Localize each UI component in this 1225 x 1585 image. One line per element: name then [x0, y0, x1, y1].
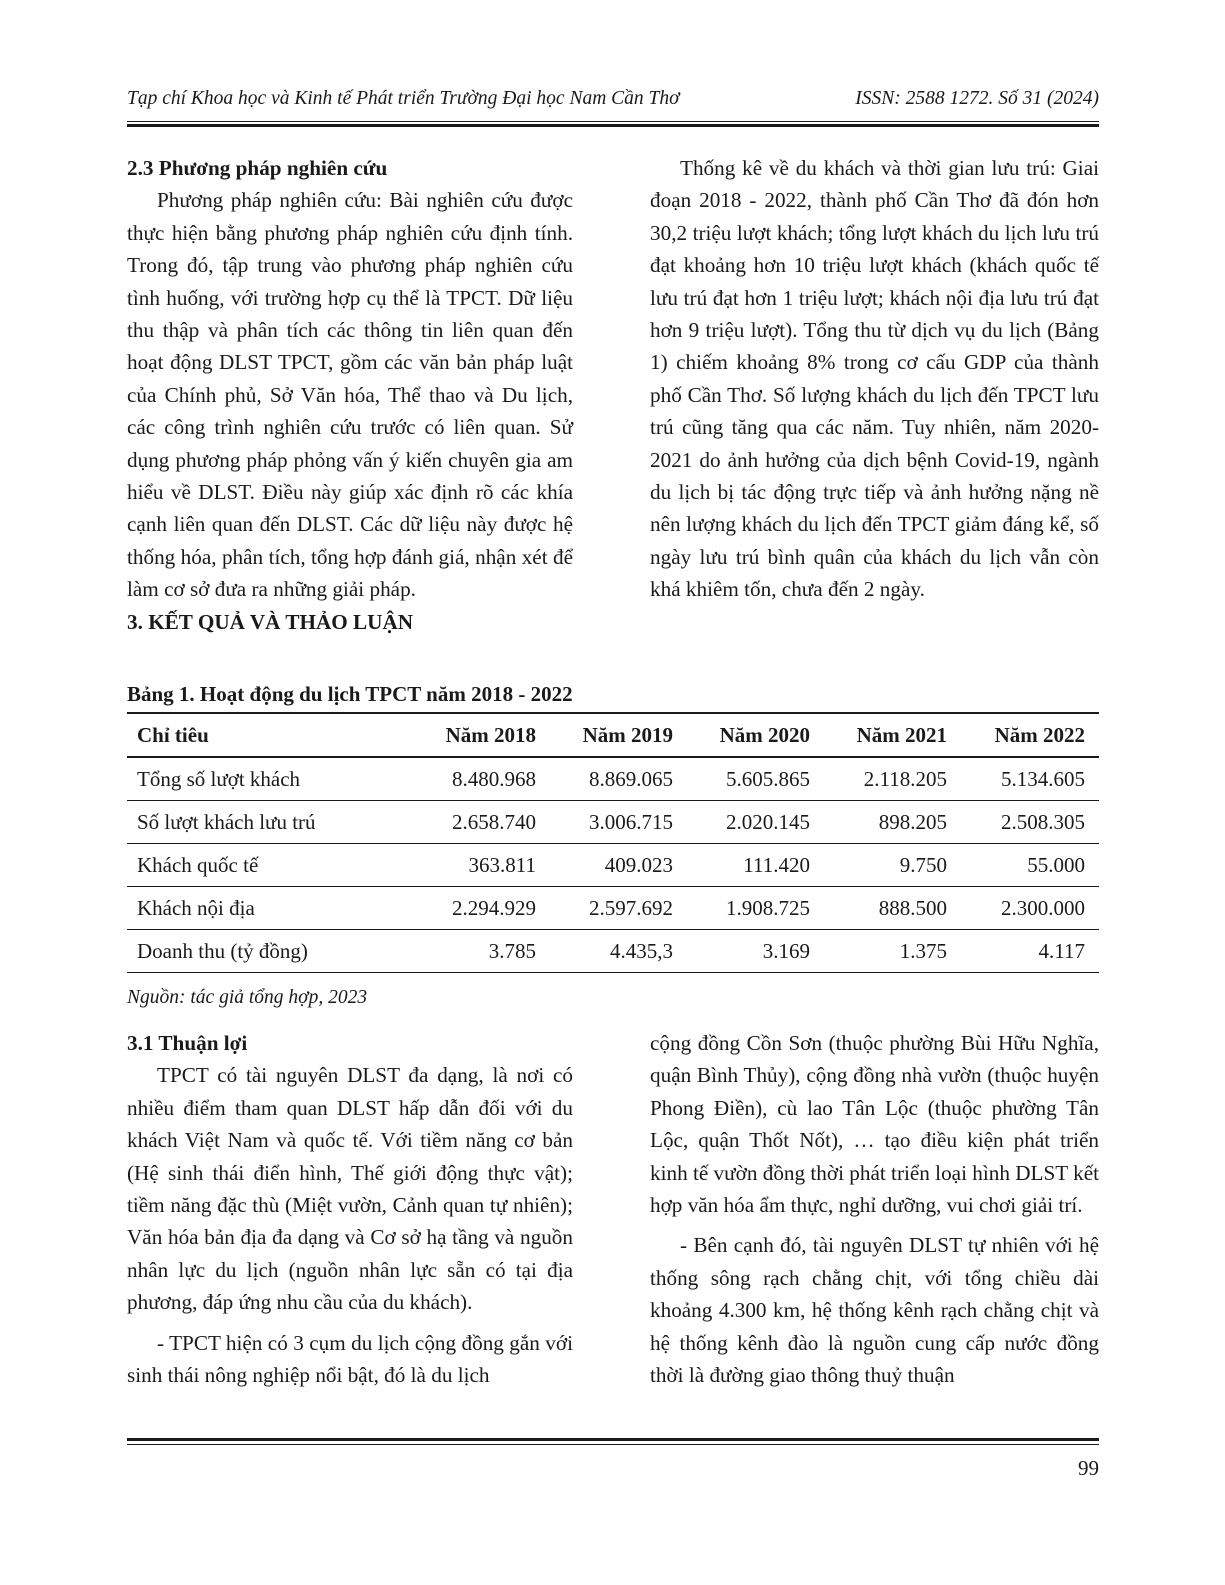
table-cell: 888.500 — [824, 887, 961, 930]
table-cell: 8.869.065 — [550, 757, 687, 801]
table-cell: 1.375 — [824, 930, 961, 973]
header-rule-thin — [127, 121, 1099, 122]
header-cell: Năm 2018 — [413, 713, 550, 757]
header-cell: Năm 2022 — [961, 713, 1099, 757]
section-heading-2-3: 2.3 Phương pháp nghiên cứu — [127, 156, 388, 180]
table-source-note: Nguồn: tác giả tổng hợp, 2023 — [127, 987, 368, 1008]
table-cell: 3.006.715 — [550, 801, 687, 844]
paragraph-clusters: - TPCT hiện có 3 cụm du lịch cộng đồng gắn với sinh thái nông nghiệp nổi bật, đó là du lịch — [127, 1330, 573, 1388]
paragraph-statistics: Thống kê về du khách và thời gian lưu trú: Giai đoạn 2018 - 2022, thành phố Cần Thơ đã đón hơn 30,2 triệu lượt khách; tổng lượt khách du lịch lưu trú đạt khoảng hơn 10 triệu lượt khách (khách quốc tế lưu trú đạt hơn 1 triệu lượt; khách nội địa lưu trú đạt hơn 9 triệu lượt). Tổng thu từ dịch vụ du lịch (Bảng 1) chiếm khoảng 8% trong cơ cấu GDP của thành phố Cần Thơ. Số lượng khách du lịch đến TPCT lưu trú cũng tăng qua các năm. Tuy nhiên, năm 2020-2021 do ảnh hưởng của dịch bệnh Covid-19, ngành du lịch bị tác động trực tiếp và ảnh hưởng nặng nề nên lượng khách du lịch đến TPCT giảm đáng kể, số ngày lưu trú bình quân của khách du lịch vẫn còn khá khiêm tốn, chưa đến 2 ngày. — [650, 156, 1099, 602]
header-rule-thick — [127, 124, 1099, 127]
table-cell: 4.117 — [961, 930, 1099, 973]
table-cell: 2.118.205 — [824, 757, 961, 801]
table-row — [127, 887, 1099, 930]
table-cell: 2.597.692 — [550, 887, 687, 930]
paragraph-natural-resources: - Bên cạnh đó, tài nguyên DLST tự nhiên với hệ thống sông rạch chằng chịt, với tổng chiều dài khoảng 4.300 km, hệ thống kênh rạch chằng chịt và hệ thống kênh đào là nguồn cung cấp nước đồng thời là đường giao thông thuỷ thuận — [650, 1233, 1099, 1388]
table-title: Bảng 1. Hoạt động du lịch TPCT năm 2018 - 2022 — [127, 682, 573, 706]
table-cell: 409.023 — [550, 844, 687, 887]
table-cell: 898.205 — [824, 801, 961, 844]
table-row — [127, 757, 1099, 801]
footer-rule-thick — [127, 1438, 1099, 1441]
header-cell: Chỉ tiêu — [127, 713, 413, 757]
table-row — [127, 801, 1099, 844]
table-cell: 2.658.740 — [413, 801, 550, 844]
column-right-top — [650, 152, 1099, 606]
footer-rule-thin — [127, 1444, 1099, 1445]
column-right-bottom — [650, 1027, 1099, 1391]
table-cell: 9.750 — [824, 844, 961, 887]
table-cell: Khách quốc tế — [127, 844, 413, 887]
table-cell: 2.508.305 — [961, 801, 1099, 844]
header-cell: Năm 2020 — [687, 713, 824, 757]
table-header-row — [127, 713, 1099, 757]
column-left-top — [127, 152, 573, 638]
paragraph-communities: cộng đồng Cồn Sơn (thuộc phường Bùi Hữu Nghĩa, quận Bình Thủy), cộng đồng nhà vườn (thuộc huyện Phong Điền), cù lao Tân Lộc (thuộc phường Tân Lộc, quận Thốt Nốt), … tạo điều kiện phát triển kinh tế vườn đồng thời phát triển loại hình DLST kết hợp văn hóa ẩm thực, nghỉ dưỡng, vui chơi giải trí. — [650, 1031, 1099, 1218]
page-number: 99 — [1078, 1456, 1099, 1480]
table-cell: 3.785 — [413, 930, 550, 973]
table-cell: 3.169 — [687, 930, 824, 973]
running-header — [127, 88, 1099, 118]
table-cell: 55.000 — [961, 844, 1099, 887]
tourism-table — [127, 712, 1099, 973]
table-cell: Khách nội địa — [127, 887, 413, 930]
header-cell: Năm 2019 — [550, 713, 687, 757]
table-cell: Tổng số lượt khách — [127, 757, 413, 801]
table-cell: 8.480.968 — [413, 757, 550, 801]
section-heading-3-1: 3.1 Thuận lợi — [127, 1031, 248, 1055]
table-cell: 1.908.725 — [687, 887, 824, 930]
header-cell: Năm 2021 — [824, 713, 961, 757]
table-cell: 363.811 — [413, 844, 550, 887]
table-row — [127, 930, 1099, 973]
table-cell: 5.605.865 — [687, 757, 824, 801]
section-heading-3: 3. KẾT QUẢ VÀ THẢO LUẬN — [127, 609, 414, 634]
table-cell: 2.020.145 — [687, 801, 824, 844]
column-left-bottom — [127, 1027, 573, 1391]
table-row — [127, 844, 1099, 887]
table-cell: 5.134.605 — [961, 757, 1099, 801]
paragraph-methods: Phương pháp nghiên cứu: Bài nghiên cứu được thực hiện bằng phương pháp nghiên cứu định tính. Trong đó, tập trung vào phương pháp nghiên cứu tình huống, với trường hợp cụ thể là TPCT. Dữ liệu thu thập và phân tích các thông tin liên quan đến hoạt động DLST TPCT, gồm các văn bản pháp luật của Chính phủ, Sở Văn hóa, Thể thao và Du lịch, các công trình nghiên cứu trước có liên quan. Sử dụng phương pháp phỏng vấn ý kiến chuyên gia am hiểu về DLST. Điều này giúp xác định rõ các khía cạnh liên quan đến DLST. Các dữ liệu này được hệ thống hóa, phân tích, tổng hợp đánh giá, nhận xét để làm cơ sở đưa ra những giải pháp. — [127, 188, 573, 602]
table-cell: Số lượt khách lưu trú — [127, 801, 413, 844]
journal-title: Tạp chí Khoa học và Kinh tế Phát triển Trường Đại học Nam Cần Thơ — [127, 88, 680, 109]
paragraph-advantages: TPCT có tài nguyên DLST đa dạng, là nơi có nhiều điểm tham quan DLST hấp dẫn đối với du khách Việt Nam và quốc tế. Với tiềm năng cơ bản (Hệ sinh thái điển hình, Thế giới động thực vật); tiềm năng đặc thù (Miệt vườn, Cảnh quan tự nhiên); Văn hóa bản địa đa dạng và Cơ sở hạ tầng và nguồn nhân lực du lịch (nguồn nhân lực sẵn có tại địa phương, đáp ứng nhu cầu của du khách). — [127, 1063, 573, 1315]
table-cell: 2.300.000 — [961, 887, 1099, 930]
table-cell: 4.435,3 — [550, 930, 687, 973]
table-cell: 111.420 — [687, 844, 824, 887]
table-cell: 2.294.929 — [413, 887, 550, 930]
issn-label: ISSN: 2588 1272. Số 31 (2024) — [855, 88, 1099, 109]
table-cell: Doanh thu (tỷ đồng) — [127, 930, 413, 973]
